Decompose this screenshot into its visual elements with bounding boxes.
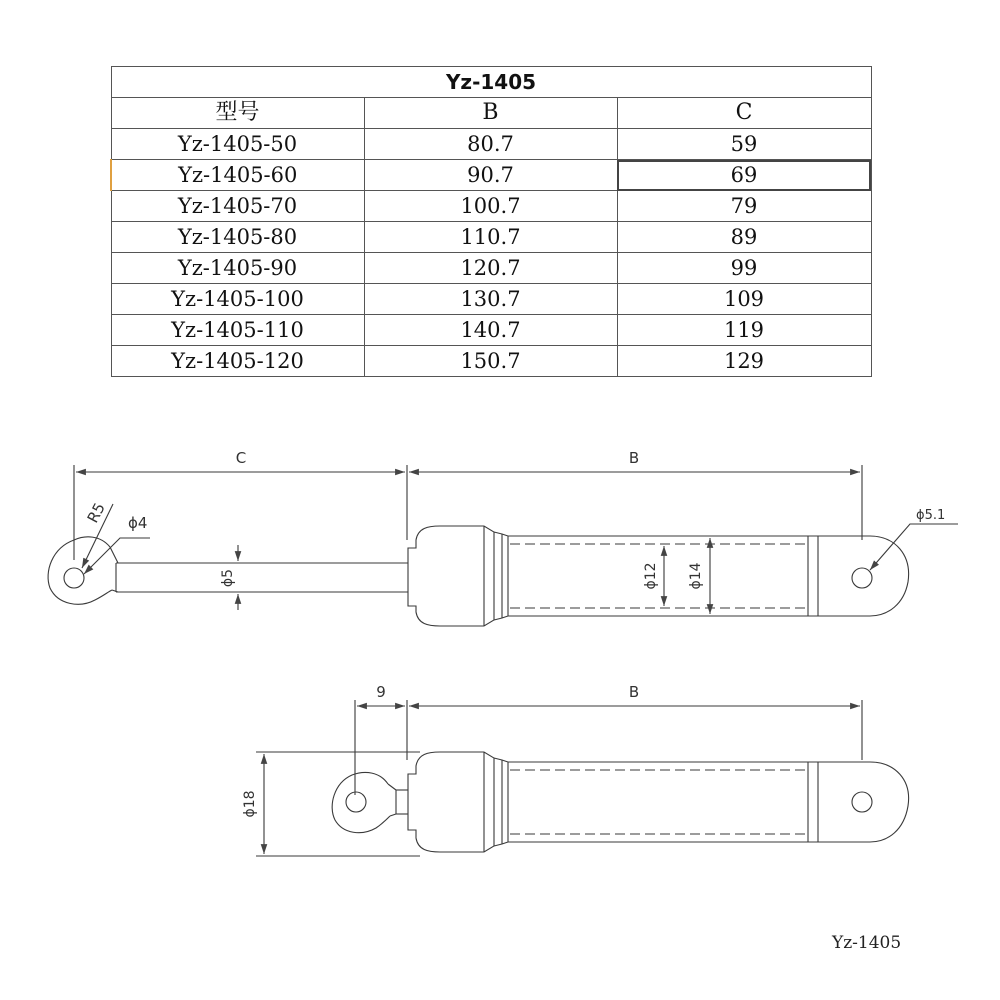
cell-c[interactable]: 99 [617,253,871,284]
cell-model[interactable]: Yz-1405-50 [111,129,364,160]
label-r5: R5 [83,499,109,526]
label-dim-9: 9 [376,683,386,701]
label-d18: ϕ18 [242,790,258,818]
label-d14: ϕ14 [688,562,704,590]
rod-eye-hole [346,792,366,812]
footer-model-label: Yz-1405 [832,933,902,953]
header-c: C [617,98,871,129]
cell-c[interactable]: 129 [617,346,871,377]
cell-c[interactable]: 109 [617,284,871,315]
cell-model[interactable]: Yz-1405-80 [111,222,364,253]
cell-model[interactable]: Yz-1405-90 [111,253,364,284]
label-dim-b-bottom: B [628,683,640,701]
cell-b[interactable]: 90.7 [364,160,617,191]
header-model: 型号 [111,98,364,129]
cell-c[interactable]: 89 [617,222,871,253]
cell-model[interactable]: Yz-1405-60 [111,160,364,191]
cell-b[interactable]: 110.7 [364,222,617,253]
cell-c[interactable]: 59 [617,129,871,160]
cell-model[interactable]: Yz-1405-100 [111,284,364,315]
label-dim-c: C [235,449,247,467]
rear-eye-hole [852,568,872,588]
cap-step [494,532,508,620]
rod-eye-hole [64,568,84,588]
label-d12: ϕ12 [643,562,659,590]
rear-eye-outline [818,536,909,616]
cap-step [494,758,508,846]
leader-d51 [870,524,958,570]
cell-model[interactable]: Yz-1405-70 [111,191,364,222]
cell-model[interactable]: Yz-1405-110 [111,315,364,346]
eye-neck [390,814,396,816]
label-d51: ϕ5.1 [916,508,946,523]
end-cap [408,526,494,626]
cell-c[interactable]: 79 [617,191,871,222]
cell-c[interactable]: 119 [617,315,871,346]
eye-neck [110,547,118,563]
cell-b[interactable]: 150.7 [364,346,617,377]
eye-neck [388,784,396,790]
rear-eye-outline [818,762,909,842]
table-title: Yz-1405 [111,67,871,98]
top-drawing [48,465,958,626]
cell-b[interactable]: 140.7 [364,315,617,346]
cell-b[interactable]: 100.7 [364,191,617,222]
rod-eye-outline [332,772,390,832]
end-cap [408,752,494,852]
cell-model[interactable]: Yz-1405-120 [111,346,364,377]
label-d5: ϕ5 [220,568,236,588]
rear-eye-hole [852,792,872,812]
cell-c-selected[interactable]: 69 [617,160,871,191]
label-d4: ϕ4 [128,514,148,532]
bottom-drawing [256,700,909,856]
label-dim-b: B [628,449,640,467]
cell-b[interactable]: 130.7 [364,284,617,315]
cell-b[interactable]: 80.7 [364,129,617,160]
header-b: B [364,98,617,129]
cell-b[interactable]: 120.7 [364,253,617,284]
